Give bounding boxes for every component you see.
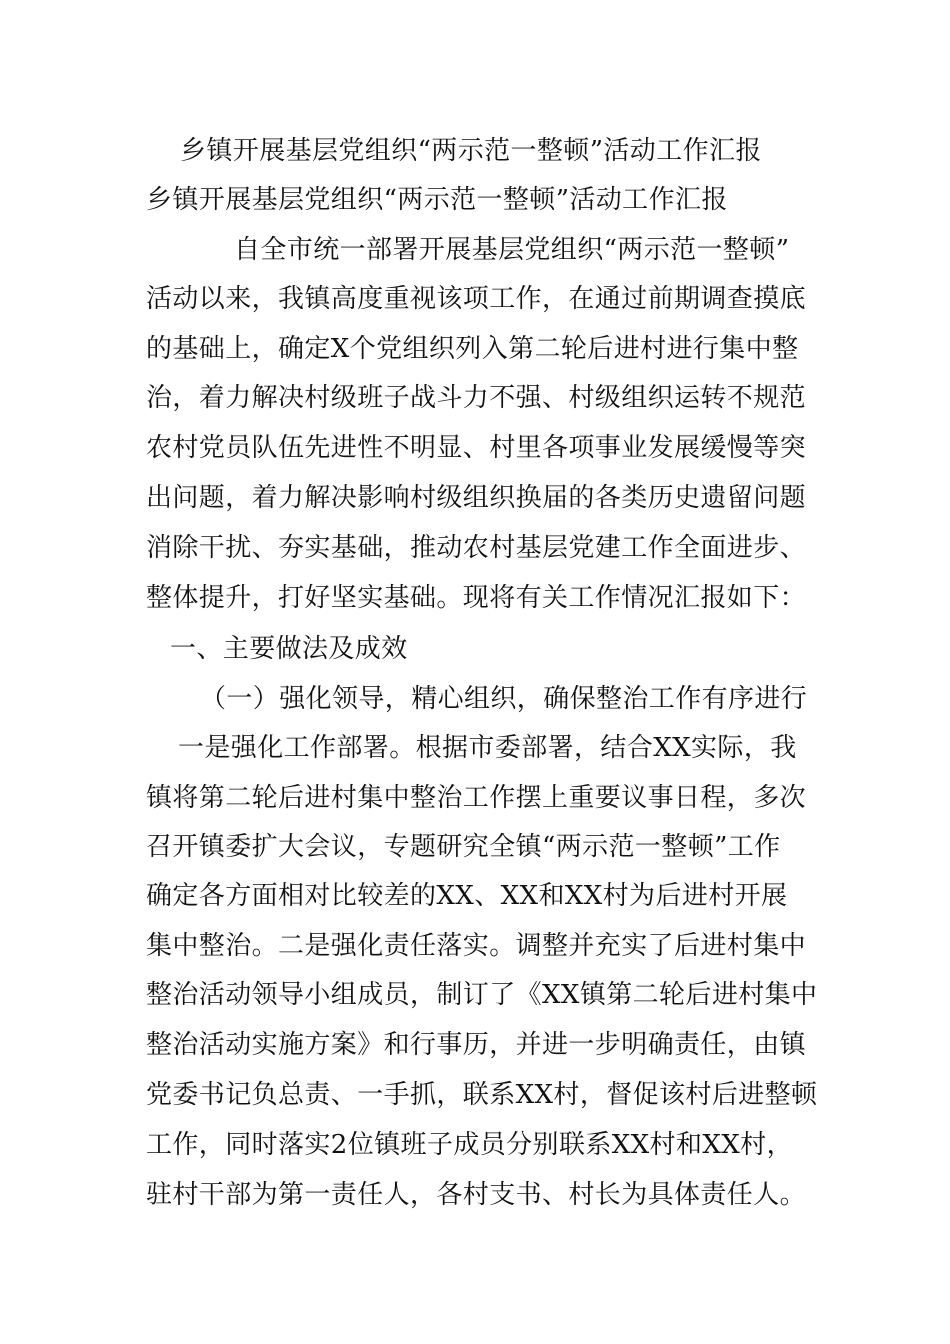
paragraph-line: 集中整治。二是强化责任落实。调整并充实了后进村集中 [146,931,807,961]
paragraph-line: 农村党员队伍先进性不明显、村里各项事业发展缓慢等突 [146,433,807,463]
paragraph-line: 自全市统一部署开展基层党组织“两示范一整顿” [234,235,790,265]
paragraph-line: 整体提升，打好坚实基础。现将有关工作情况汇报如下： [146,583,807,613]
section-heading: 一、主要做法及成效 [170,634,408,664]
paragraph-line: 一是强化工作部署。根据市委部署，结合XX实际，我 [178,733,797,763]
paragraph-line: 工作，同时落实2位镇班子成员分别联系XX村和XX村， [146,1130,793,1160]
paragraph-line: 召开镇委扩大会议，专题研究全镇“两示范一整顿”工作 [146,832,781,862]
paragraph-line: 活动以来，我镇高度重视该项工作，在通过前期调查摸底 [146,284,807,314]
paragraph-line: 治，着力解决村级班子战斗力不强、村级组织运转不规范 [146,383,807,413]
paragraph-line: 的基础上，确定X个党组织列入第二轮后进村进行集中整 [146,334,799,364]
paragraph-line: 镇将第二轮后进村集中整治工作摆上重要议事日程，多次 [146,783,807,813]
subsection-heading: （一）强化领导，精心组织，确保整治工作有序进行 [200,684,808,714]
paragraph-line: 消除干扰、夯实基础，推动农村基层党建工作全面进步、 [146,533,807,563]
paragraph-line: 整治活动领导小组成员，制订了《XX镇第二轮后进村集中 [146,980,818,1010]
paragraph-line: 党委书记负总责、一手抓，联系XX村，督促该村后进整顿 [146,1080,818,1110]
paragraph-line: 确定各方面相对比较差的XX、XX和XX村为后进村开展 [146,881,788,911]
paragraph-line: 出问题，着力解决影响村级组织换届的各类历史遗留问题 [146,483,807,513]
paragraph-line: 驻村干部为第一责任人，各村支书、村长为具体责任人。 [146,1180,807,1210]
document-title-repeat: 乡镇开展基层党组织“两示范一整顿”活动工作汇报 [146,185,728,215]
document-title: 乡镇开展基层党组织“两示范一整顿”活动工作汇报 [180,136,762,166]
paragraph-line: 整治活动实施方案》和行事历，并进一步明确责任，由镇 [146,1030,807,1060]
